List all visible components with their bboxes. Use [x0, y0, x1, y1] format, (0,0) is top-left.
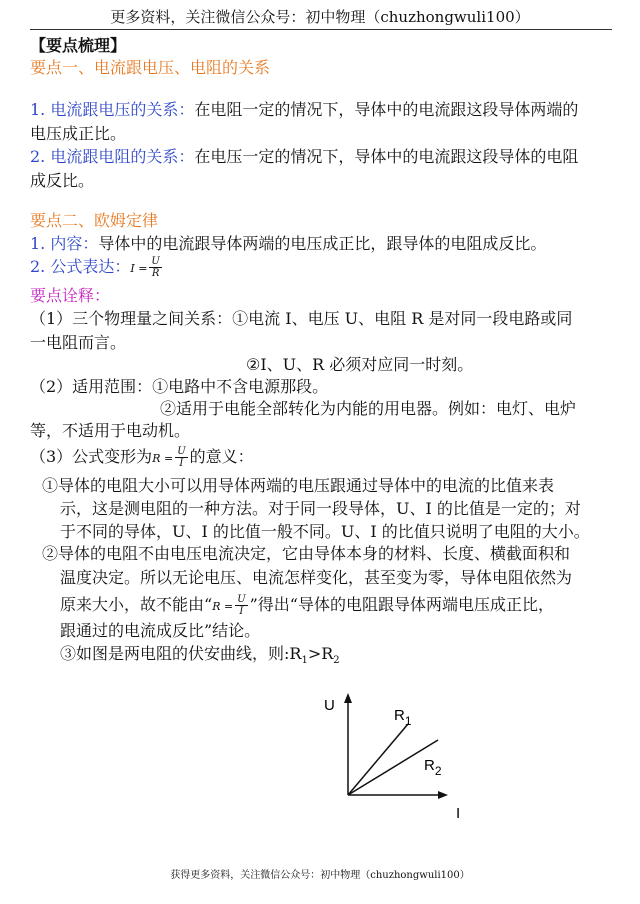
- explain-c2-c-post: ”得出“导体的电阻跟导体两端电压成正比，: [249, 595, 554, 614]
- point1-item2-text-b: 成反比。: [30, 171, 95, 190]
- explain-c2-d: 跟通过的电流成反比”结论。: [60, 621, 261, 640]
- point1-title: 要点一、电流跟电压、电阻的关系: [30, 58, 271, 77]
- p3-formula-denominator: I: [179, 458, 184, 469]
- point1-item1-label: 1. 电流跟电压的关系：: [30, 100, 195, 119]
- p3-formula-numerator: U: [177, 446, 186, 457]
- r1-label: [394, 707, 412, 728]
- explain-c2-c: [60, 594, 554, 617]
- explain-c1-a: ①导体的电阻大小可以用导体两端的电压跟通过导体中的电流的比值来表: [42, 476, 555, 495]
- point1-item1-text-b: 电压成正比。: [30, 124, 127, 143]
- explain-c3: [60, 644, 340, 671]
- explain-c3-sub2: 2: [333, 655, 340, 667]
- point1-item1: [30, 100, 578, 120]
- explain-p3-pre: （3）公式变形为: [30, 447, 153, 466]
- y-axis-label: U: [324, 697, 335, 714]
- resistance-formula-fraction: [175, 446, 187, 469]
- explain-p1-a: （1）三个物理量之间关系：①电流 I、电压 U、电阻 R 是对同一段电路或同: [30, 309, 573, 328]
- explain-p3-post: 的意义：: [189, 447, 254, 466]
- explain-p2-a: （2）适用范围：①电路中不含电源那段。: [30, 377, 329, 396]
- formula-numerator: U: [151, 256, 160, 267]
- formula-denominator: R: [151, 268, 160, 279]
- header-divider: [30, 29, 612, 30]
- point1-item2: [30, 147, 578, 167]
- p3-formula-lhs: R =: [152, 452, 174, 465]
- r1-label-sub: 1: [404, 714, 412, 728]
- x-axis-arrow: [438, 791, 448, 799]
- c2-formula-denominator: I: [239, 606, 244, 617]
- iv-graph: [310, 690, 480, 820]
- explain-p3: [30, 446, 254, 469]
- explain-c3-sub1: 1: [301, 655, 308, 667]
- point2-title: 要点二、欧姆定律: [30, 211, 159, 230]
- r1-line: [348, 724, 408, 795]
- explain-c1-c: 于不同的导体，U、I 的比值一般不同。U、I 的比值只说明了电阻的大小。: [60, 522, 590, 541]
- point1-item2-text-a: 在电压一定的情况下，导体中的电流跟这段导体的电阻: [194, 147, 579, 166]
- y-axis-arrow: [344, 693, 352, 703]
- explain-p2-c: 等，不适用于电动机。: [30, 421, 191, 440]
- r2-label-sub: 2: [434, 764, 442, 778]
- point2-formula-label: 2. 公式表达：: [30, 257, 131, 276]
- explain-c1-b: 示，这是测电阻的一种方法。对于同一段导体，U、I 的比值是一定的；对: [60, 499, 581, 518]
- c2-formula-lhs: R =: [212, 600, 234, 613]
- page-header: 更多资料，关注微信公众号：初中物理（chuzhongwuli100）: [110, 8, 530, 26]
- x-axis-label: I: [456, 805, 461, 820]
- page-footer: 获得更多资料，关注微信公众号：初中物理（chuzhongwuli100）: [170, 870, 470, 881]
- explain-c3-mid: >R: [307, 644, 334, 663]
- explain-c2-a: ②导体的电阻不由电压电流决定，它由导体本身的材料、长度、横截面积和: [42, 544, 571, 563]
- explain-c3-pre: ③如图是两电阻的伏安曲线，则:R: [60, 644, 302, 663]
- point1-item2-label: 2. 电流跟电阻的关系：: [30, 147, 195, 166]
- explain-p1-b: 一电阻而言。: [30, 333, 127, 352]
- point2-content-label: 1. 内容：: [30, 234, 99, 253]
- r1-label-main: R: [394, 707, 405, 724]
- explain-p1-c: ②I、U、R 必须对应同一时刻。: [246, 355, 474, 374]
- point2-content-text: 导体中的电流跟导体两端的电压成正比，跟导体的电阻成反比。: [98, 234, 547, 253]
- c2-formula-fraction: [235, 594, 247, 617]
- explain-title: 要点诠释：: [30, 286, 111, 305]
- explain-c2-b: 温度决定。所以无论电压、电流怎样变化，甚至变为零，导体电阻依然为: [60, 568, 573, 587]
- explain-p2-b: ②适用于电能全部转化为内能的用电器。例如：电灯、电炉: [160, 399, 577, 418]
- r2-label: [424, 757, 442, 778]
- section-title: 【要点梳理】: [30, 36, 127, 55]
- point1-item1-text-a: 在电阻一定的情况下，导体中的电流跟这段导体两端的: [194, 100, 579, 119]
- r2-label-main: R: [424, 757, 435, 774]
- formula-lhs: I =: [130, 262, 148, 275]
- c2-formula-numerator: U: [237, 594, 246, 605]
- point2-content: [30, 234, 546, 254]
- point2-formula-line: [30, 256, 164, 279]
- ohm-formula-fraction: [149, 256, 161, 279]
- explain-c2-c-pre: 原来大小，故不能由“: [60, 595, 213, 614]
